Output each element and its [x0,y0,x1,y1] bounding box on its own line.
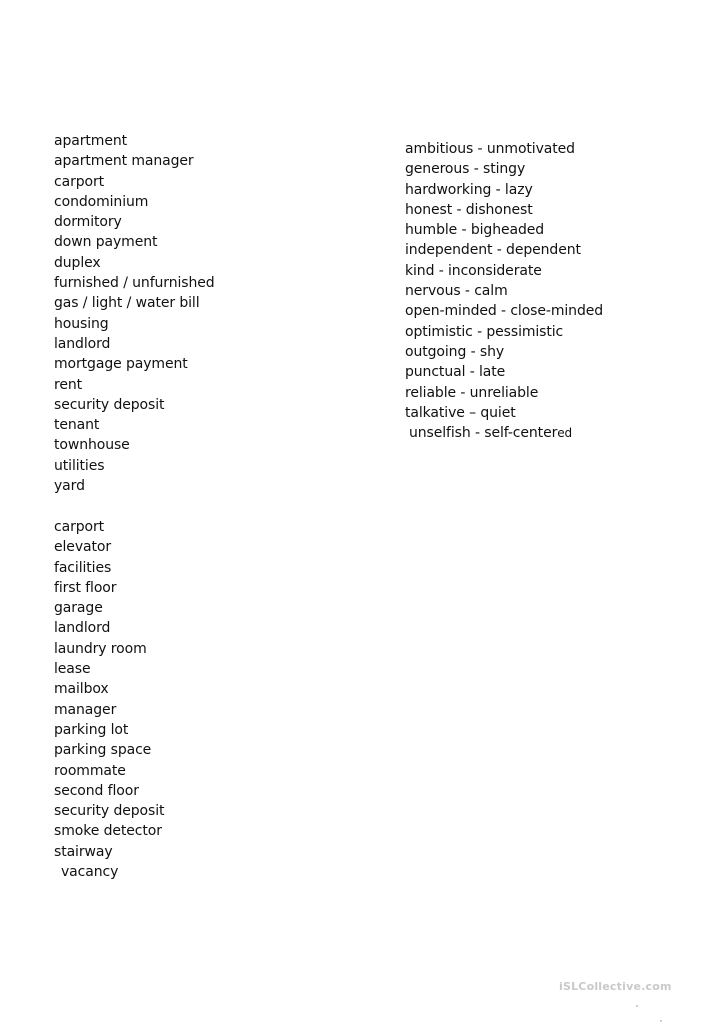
list-item-text-tail: ed [557,426,573,441]
list-item: security deposit [54,396,165,413]
housing-vocabulary-list [54,131,215,496]
list-item: facilities [54,559,112,576]
list-item: carport [54,519,105,535]
site-watermark: iSLCollective.com [559,980,672,993]
list-item-text: unselfish - self-center [409,425,558,442]
list-item: first floor [54,579,117,596]
list-item: dormitory [54,214,122,231]
adjective-opposites-list [405,139,603,443]
list-item: hardworking - lazy [405,181,533,198]
list-item: elevator [54,539,111,556]
list-item: mailbox [54,681,109,698]
list-item: honest - dishonest [405,201,533,218]
list-item [405,423,603,443]
list-item: tenant [54,417,100,434]
list-item: parking space [54,742,152,759]
list-item: stairway [54,843,113,860]
list-item: garage [54,600,103,617]
list-item: duplex [54,254,101,271]
list-item: independent - dependent [405,242,581,259]
list-item: kind - inconsiderate [405,262,542,279]
list-item: townhouse [54,437,130,454]
list-item: carport [54,173,105,190]
list-item: reliable - unreliable [405,384,539,401]
list-item: landlord [54,335,111,352]
list-item: ambitious - unmotivated [405,141,575,157]
list-item: outgoing - shy [405,343,505,360]
list-item: humble - bigheaded [405,222,545,239]
list-item: optimistic - pessimistic [405,323,564,340]
list-item: apartment [54,133,128,149]
list-item: yard [54,478,85,495]
list-item: generous - stingy [405,161,526,178]
list-item: condominium [54,193,149,210]
list-item: laundry room [54,640,147,657]
list-item: roommate [54,762,126,779]
list-item: apartment manager [54,153,194,170]
list-item: open-minded - close-minded [405,303,604,320]
list-item: mortgage payment [54,356,188,373]
list-item: nervous - calm [405,283,508,300]
list-item: housing [54,315,109,332]
apartment-vocabulary-list [54,517,164,882]
list-item: manager [54,701,117,718]
list-item: punctual - late [405,364,506,381]
list-item: rent [54,376,83,393]
list-item: smoke detector [54,823,162,840]
list-item: gas / light / water bill [54,295,200,312]
list-item: parking lot [54,721,129,738]
list-item: furnished / unfurnished [54,275,215,292]
list-item: vacancy [61,864,119,881]
speck [660,1020,662,1022]
list-item: utilities [54,457,105,474]
list-item: talkative – quiet [405,404,516,421]
list-item: security deposit [54,803,165,820]
list-item: landlord [54,620,111,637]
speck [636,1005,638,1007]
list-item: lease [54,661,91,678]
list-item: down payment [54,234,158,251]
list-item: second floor [54,782,139,799]
